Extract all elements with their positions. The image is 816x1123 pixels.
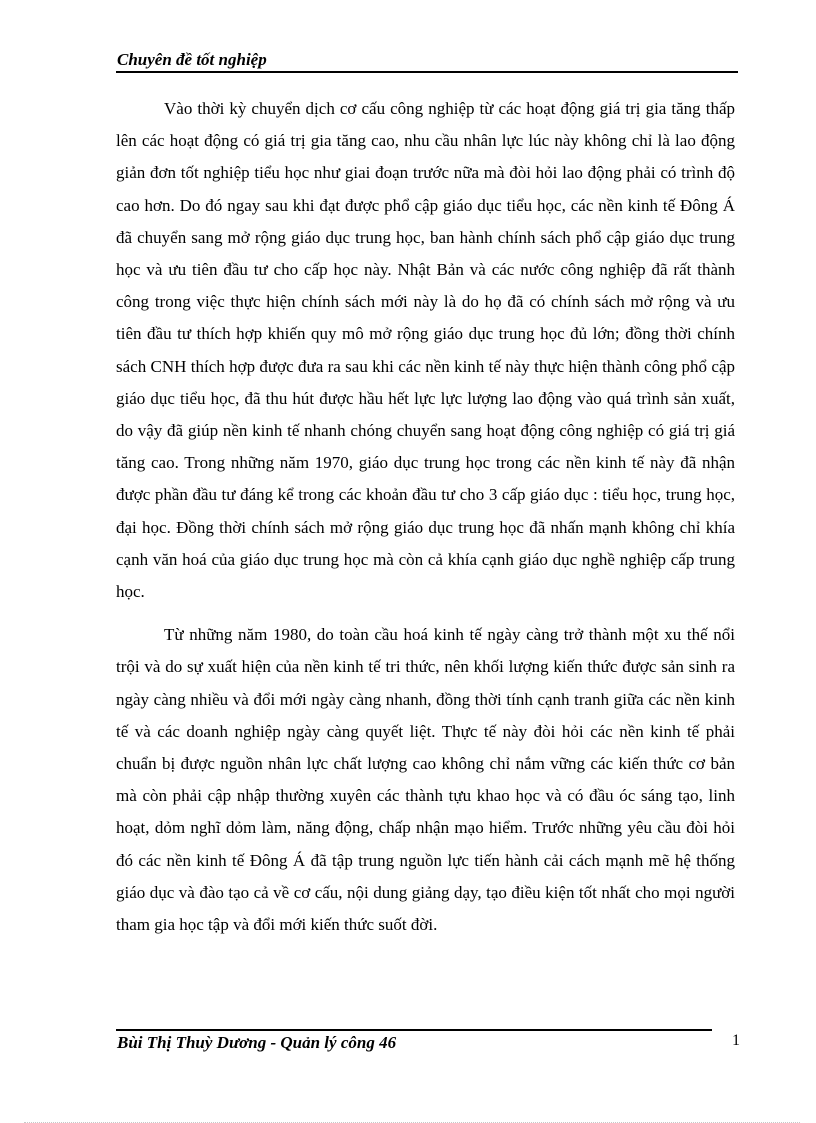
page-header-title: Chuyên đề tốt nghiệp [117, 50, 267, 69]
footer-author: Bùi Thị Thuỳ Dương - Quản lý công 46 [117, 1033, 397, 1052]
page-number: 1 [732, 1032, 740, 1049]
paragraph-1: Vào thời kỳ chuyển dịch cơ cấu công nghiệp từ các hoạt động giá trị gia tăng thấp lên các hoạt động có giá trị gia tăng cao, nhu cầu nhân lực lúc này không chỉ là lao động giản đơn tốt nghiệp tiểu học như giai đoạn trước nữa mà đòi hỏi lao động phải có trình độ cao hơn. Do đó ngay sau khi đạt được phổ cập giáo dục tiểu học, các nền kinh tế Đông Á đã chuyển sang mở rộng giáo dục trung học, ban hành chính sách phổ cập giáo dục trung học và ưu tiên đầu tư cho cấp học này. Nhật Bản và các nước công nghiệp đã rất thành công trong việc thực hiện chính sách mới này là do họ đã có chính sách mở rộng và ưu tiên đầu tư thích hợp khiến quy mô mở rộng giáo dục trung học đủ lớn; đồng thời chính sách CNH thích hợp được đưa ra sau khi các nền kinh tế này thực hiện thành công phổ cập giáo dục tiểu học, đã thu hút được hầu hết lực lực lượng lao động vào quá trình sản xuất, do vậy đã giúp nền kinh tế nhanh chóng chuyển sang hoạt động công nghiệp có giá trị giá tăng cao. Trong những năm 1970, giáo dục trung học trong các nền kinh tế này đã nhận được phần đầu tư đáng kể trong các khoản đầu tư cho 3 cấp giáo dục : tiểu học, trung học, đại học. Đồng thời chính sách mở rộng giáo dục trung học đã nhấn mạnh không chỉ khía cạnh văn hoá của giáo dục trung học mà còn cả khía cạnh giáo dục nghề nghiệp cấp trung học. [116, 99, 735, 602]
paragraph-2: Từ những năm 1980, do toàn cầu hoá kinh tế ngày càng trở thành một xu thế nổi trội và do sự xuất hiện của nền kinh tế tri thức, nên khối lượng kiến thức được sản sinh ra ngày càng nhiều và đổi mới ngày càng nhanh, đồng thời tính cạnh tranh giữa các nền kinh tế và các doanh nghiệp ngày càng quyết liệt. Thực tế này đòi hỏi các nền kinh tế phải chuẩn bị được nguồn nhân lực chất lượng cao không chỉ nắm vững các kiến thức cơ bản mà còn phải cập nhập thường xuyên các thành tựu khao học và có đầu óc sáng tạo, linh hoạt, dỏm nghĩ dỏm làm, năng động, chấp nhận mạo hiểm. Trước những yêu cầu đòi hỏi đó các nền kinh tế Đông Á đã tập trung nguồn lực tiến hành cải cách mạnh mẽ hệ thống giáo dục và đào tạo cả về cơ cấu, nội dung giảng dạy, tạo điều kiện tốt nhất cho mọi người tham gia học tập và đổi mới kiến thức suốt đời. [116, 625, 735, 935]
header-rule [116, 71, 738, 73]
document-body [116, 93, 735, 941]
footer-rule [116, 1029, 712, 1031]
